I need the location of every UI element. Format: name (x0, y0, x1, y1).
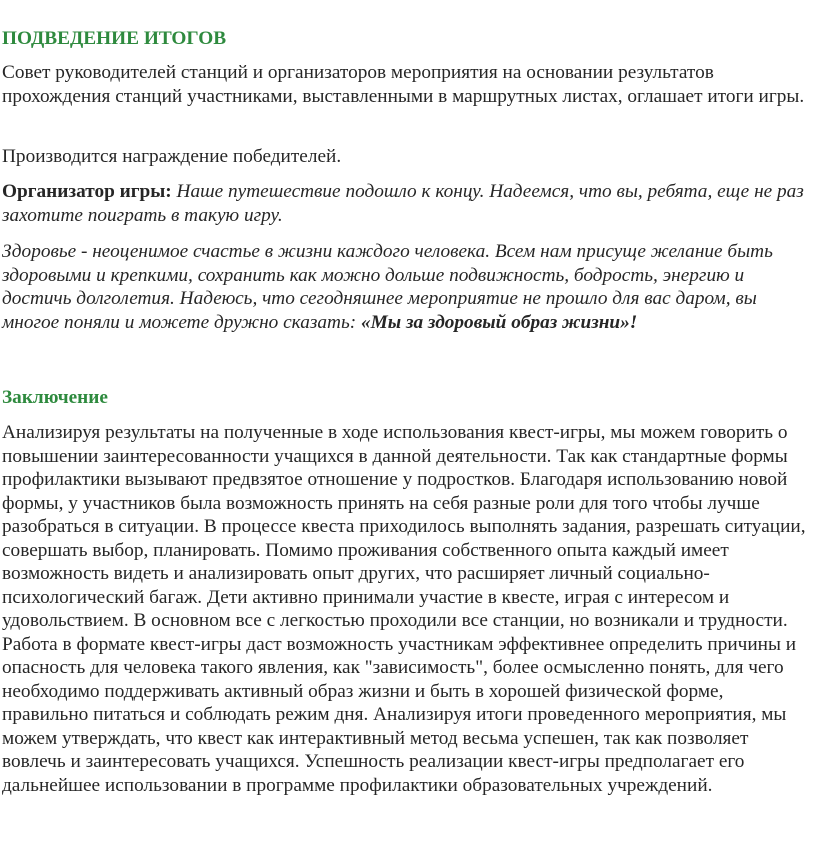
organizer-label: Организатор игры: (2, 181, 172, 202)
section-title-conclusion: Заключение (2, 387, 108, 408)
organizer-paragraph (2, 180, 810, 227)
slogan-text: «Мы за здоровый образ жизни»! (360, 311, 638, 333)
summary-paragraph: Совет руководителей станций и организаторов мероприятия на основании результатов прохождения станций участниками, выставленными в маршрутных листах, оглашает итоги игры. (2, 62, 805, 107)
health-paragraph (2, 240, 810, 334)
organizer-speech: Наше путешествие подошло к концу. Надеемся, что вы, ребята, еще не раз захотите поиграть в такую игру. (2, 181, 804, 226)
awarding-paragraph: Производится награждение победителей. (2, 146, 342, 167)
health-text: Здоровье - неоценимое счастье в жизни каждого человека. Всем нам присуще желание быть здоровыми и крепкими, сохранить как можно дольше подвижность, бодрость, энергию и достичь долголетия. Надеюсь, что сегодняшнее мероприятие не прошло для вас даром, вы многое поняли и можете дружно сказать: (2, 241, 773, 333)
section-title-summary: ПОДВЕДЕНИЕ ИТОГОВ (2, 28, 227, 49)
conclusion-paragraph: Анализируя результаты на полученные в ходе использования квест-игры, мы можем говорить о повышении заинтересованности учащихся в данной деятельности. Так как стандартные формы профилактики вызывают предвзятое отношение у подростков. Благодаря использованию новой формы, у участников была возможность принять на себя разные роли для того чтобы лучше разобраться в ситуации. В процессе квеста приходилось выполнять задания, разрешать ситуации, совершать выбор, планировать. Помимо проживания собственного опыта каждый имеет возможность видеть и анализировать опыт других, что расширяет личный социально-психологический багаж. Дети активно принимали участие в квесте, играя с интересом и удовольствием. В основном все с легкостью проходили все станции, но возникали и трудности. Работа в формате квест-игры даст возможность участникам эффективнее определить причины и опасность для человека такого явления, как "зависимость", более осмысленно понять, для чего необходимо поддерживать активный образ жизни и быть в хорошей физической форме, правильно питаться и соблюдать режим дня. Анализируя итоги проведенного мероприятия, мы можем утверждать, что квест как интерактивный метод весьма успешен, так как позволяет вовлечь и заинтересовать учащихся. Успешность реализации квест-игры предполагает его дальнейшее использовании в программе профилактики образовательных учреждений. (2, 422, 806, 796)
